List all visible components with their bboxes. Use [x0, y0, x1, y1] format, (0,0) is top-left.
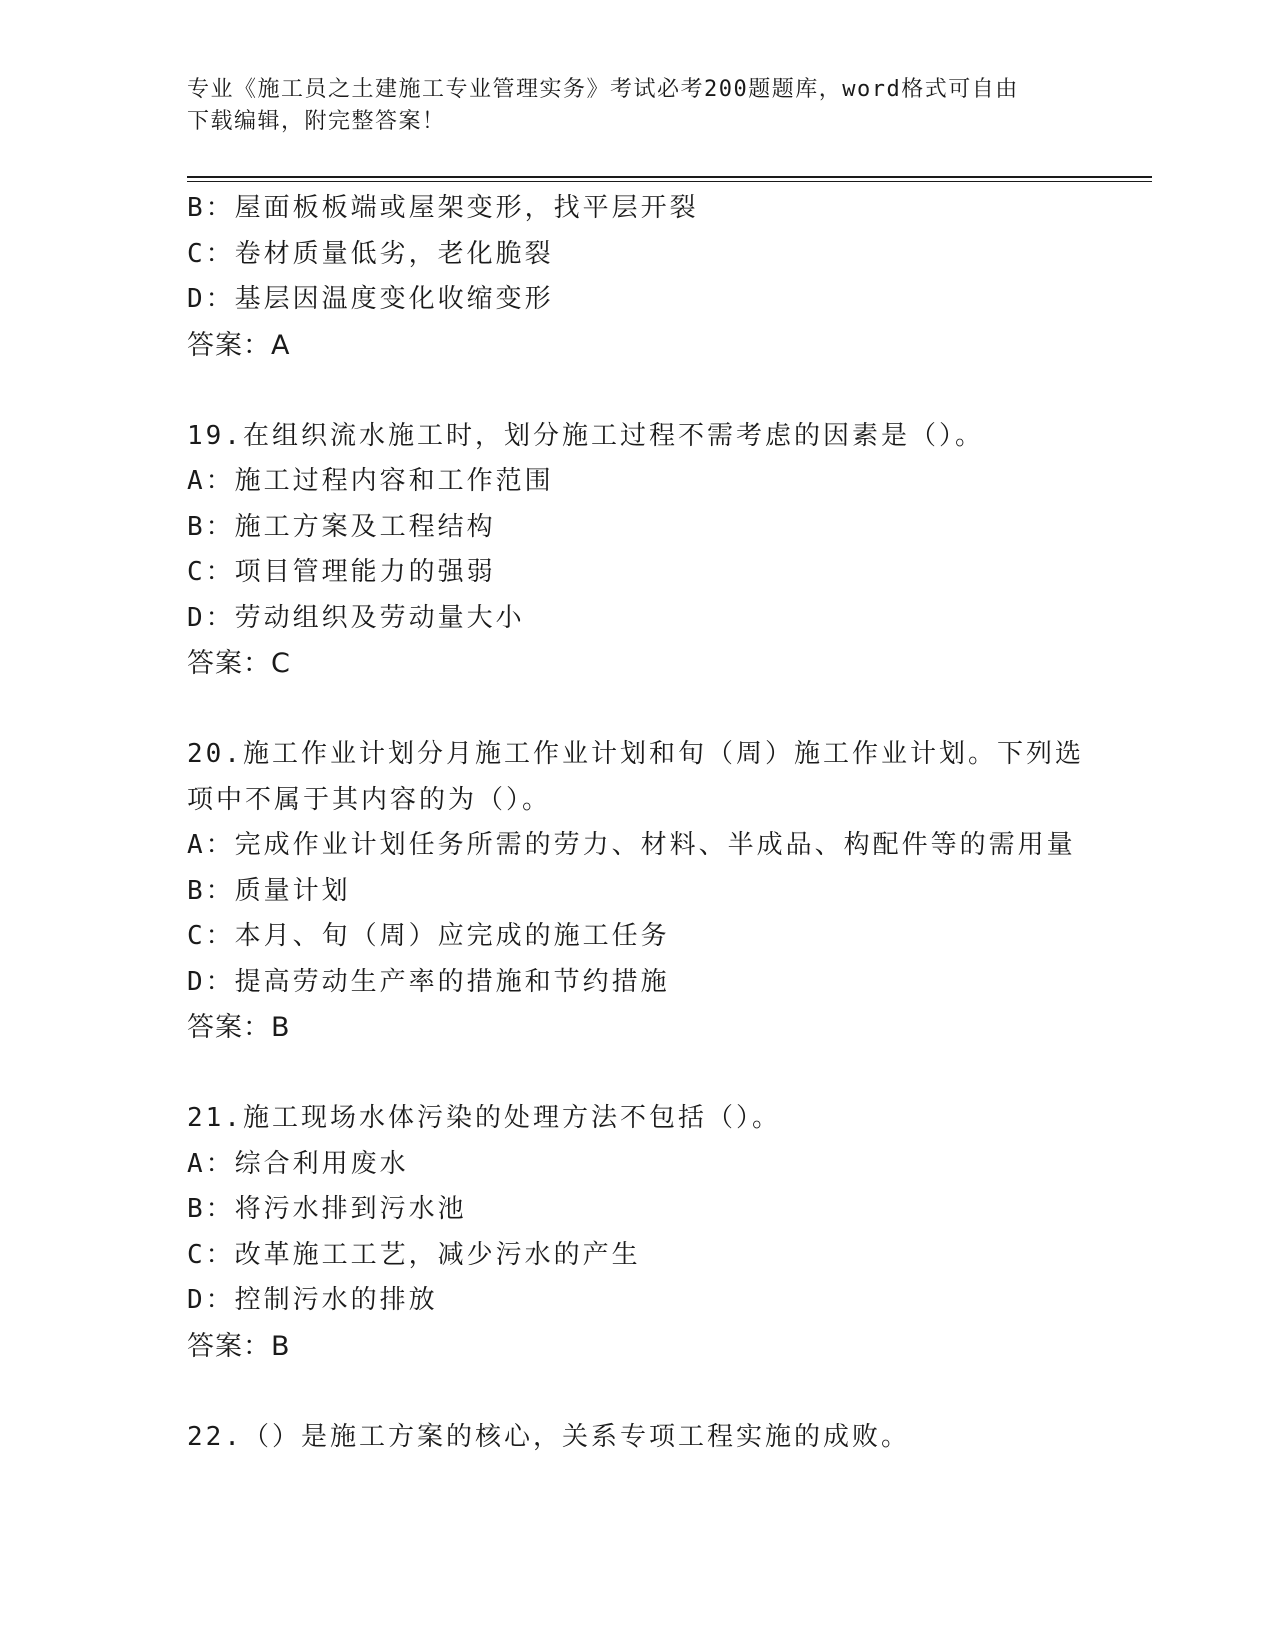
- question-stem: 21.施工现场水体污染的处理方法不包括（）。: [187, 1103, 781, 1133]
- question-block-20: [187, 732, 1087, 1051]
- question-block-19: [187, 414, 1087, 687]
- question-list: [187, 186, 1087, 1460]
- spacer: [187, 368, 1087, 414]
- answer-line: 答案：C: [187, 648, 291, 679]
- question-block-continued: [187, 186, 1087, 368]
- option-d: D：基层因温度变化收缩变形: [187, 284, 554, 314]
- option-d: D：提高劳动生产率的措施和节约措施: [187, 966, 670, 997]
- option-c: C：本月、旬（周）应完成的施工任务: [187, 921, 670, 951]
- question-stem: 22.（）是施工方案的核心，关系专项工程实施的成败。: [187, 1421, 910, 1452]
- option-c: C：改革施工工艺，减少污水的产生: [187, 1239, 641, 1270]
- question-stem-continued: 项中不属于其内容的为（）。: [187, 784, 552, 815]
- question-block-21: [187, 1096, 1087, 1369]
- spacer: [187, 1051, 1087, 1097]
- answer-line: 答案：B: [187, 1330, 291, 1362]
- question-block-22: [187, 1415, 1087, 1461]
- option-d: D：劳动组织及劳动量大小: [187, 602, 525, 633]
- option-a: A：施工过程内容和工作范围: [187, 466, 554, 496]
- option-a: A：完成作业计划任务所需的劳力、材料、半成品、构配件等的需用量: [187, 830, 1076, 860]
- option-d: D：控制污水的排放: [187, 1285, 438, 1315]
- question-stem: 20.施工作业计划分月施工作业计划和旬（周）施工作业计划。下列选: [187, 739, 1084, 769]
- option-b: B：将污水排到污水池: [187, 1194, 467, 1224]
- answer-line: 答案：B: [187, 1012, 291, 1043]
- question-stem: 19.在组织流水施工时，划分施工过程不需考虑的因素是（）。: [187, 420, 984, 451]
- document-header: 专业《施工员之土建施工专业管理实务》考试必考200题题库，word格式可自由 下载编辑，附完整答案！: [187, 77, 1019, 134]
- option-c: C：项目管理能力的强弱: [187, 557, 496, 587]
- spacer: [187, 1369, 1087, 1415]
- option-a: A：综合利用废水: [187, 1148, 409, 1179]
- answer-line: 答案：A: [187, 329, 291, 361]
- option-b: B：施工方案及工程结构: [187, 511, 496, 542]
- option-c: C：卷材质量低劣，老化脆裂: [187, 238, 554, 269]
- header-rule-thick: [187, 176, 1152, 178]
- option-b: B：质量计划: [187, 875, 351, 906]
- option-b: B：屋面板板端或屋架变形，找平层开裂: [187, 193, 699, 223]
- spacer: [187, 687, 1087, 733]
- header-rule-thin: [187, 181, 1152, 182]
